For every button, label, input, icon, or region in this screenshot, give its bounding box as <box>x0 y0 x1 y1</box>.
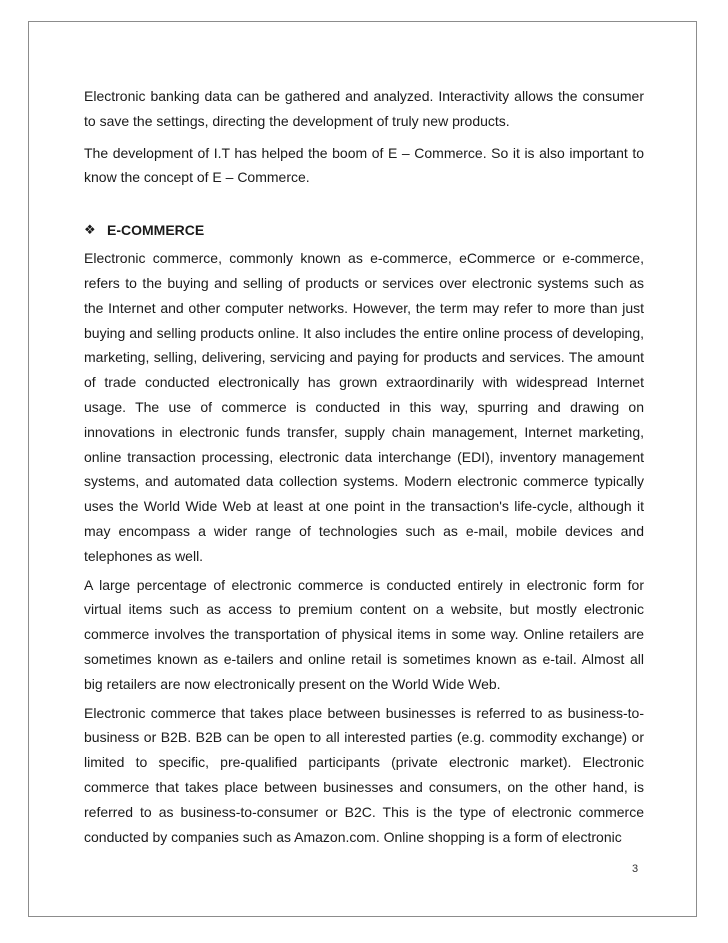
diamond-bullet-icon: ❖ <box>84 222 96 238</box>
body-paragraph-3: Electronic commerce that takes place between businesses is referred to as business-to-business or B2B. B2B can be open to all interested parties (e.g. commodity exchange) or limited to specific, pre-qualified participants (private electronic market). Electronic commerce that takes place between businesses and consumers, on the other hand, is referred to as business-to-consumer or B2C. This is the type of electronic commerce conducted by companies such as Amazon.com. Online shopping is a form of electronic <box>84 704 644 845</box>
section-heading <box>84 218 644 242</box>
section-heading-text: E-COMMERCE <box>107 222 205 239</box>
body-paragraph-2: A large percentage of electronic commerce is conducted entirely in electronic form for virtual items such as access to premium content on a website, but mostly electronic commerce involves the transportation of physical items in some way. Online retailers are sometimes known as e-tailers and online retail is sometimes known as e-tail. Almost all big retailers are now electronically present on the World Wide Web. <box>84 576 644 692</box>
intro-paragraph-1: Electronic banking data can be gathered and analyzed. Interactivity allows the consumer to save the settings, directing the development of truly new products. <box>84 88 644 129</box>
page-body <box>84 84 644 849</box>
page-number: 3 <box>632 863 639 875</box>
intro-paragraph-2: The development of I.T has helped the boom of E – Commerce. So it is also important to know the concept of E – Commerce. <box>84 144 644 186</box>
body-paragraph-1: Electronic commerce, commonly known as e-commerce, eCommerce or e-commerce, refers to the buying and selling of products or services over electronic systems such as the Internet and other computer networks. However, the term may refer to more than just buying and selling products online. It also includes the entire online process of developing, marketing, selling, delivering, servicing and paying for products and services. The amount of trade conducted electronically has grown extraordinarily with widespread Internet usage. The use of commerce is conducted in this way, spurring and drawing on innovations in electronic funds transfer, supply chain management, Internet marketing, online transaction processing, electronic data interchange (EDI), inventory management systems, and automated data collection systems. Modern electronic commerce typically uses the World Wide Web at least at one point in the transaction's life-cycle, although it may encompass a wider range of technologies such as e-mail, mobile devices and telephones as well. <box>84 250 644 564</box>
